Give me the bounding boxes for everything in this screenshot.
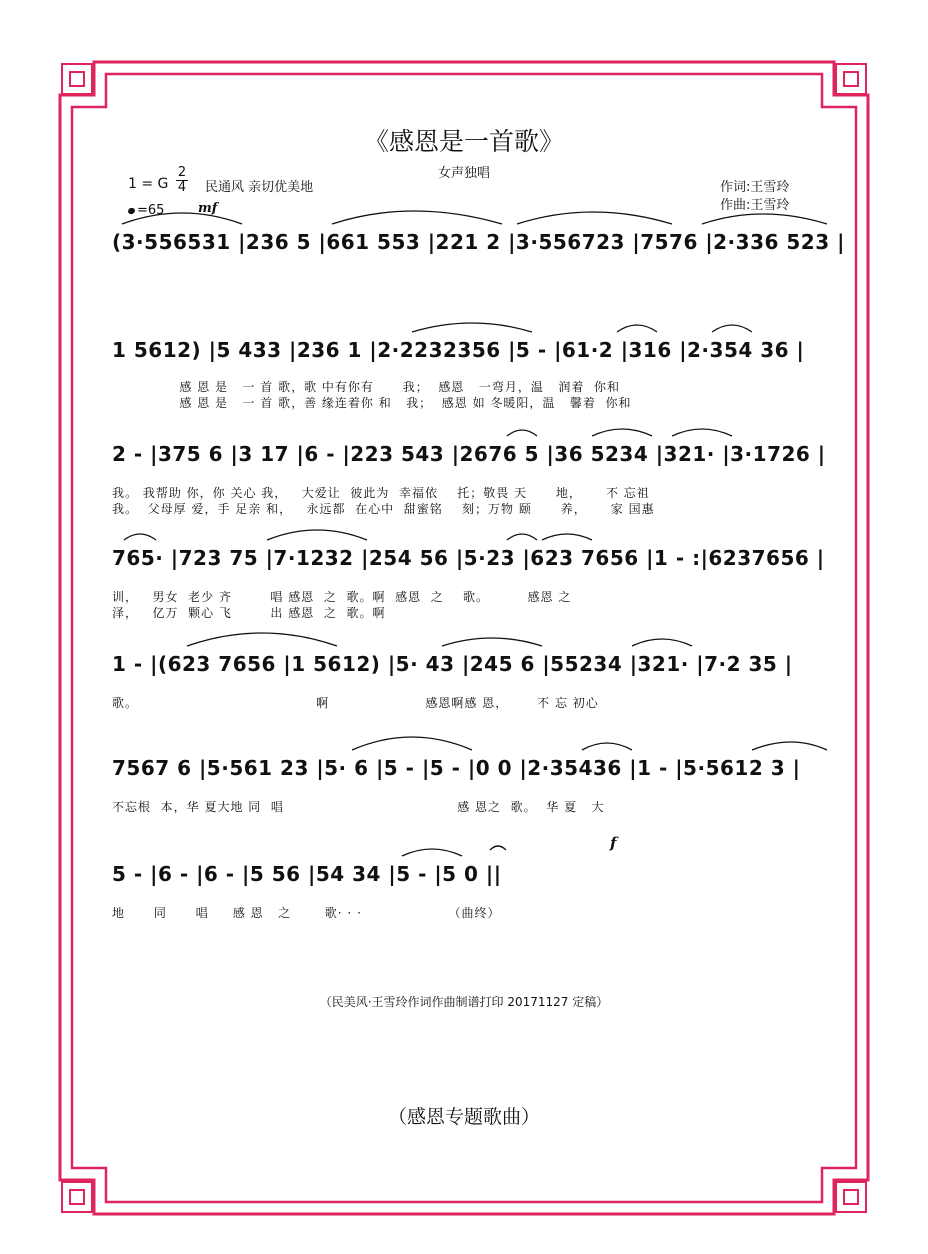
- dynamic-mark-end: f: [610, 834, 617, 852]
- notation-text: 7567 6 |5·561 23 |5· 6 |5 - |5 - |0 0 |2·35436 |1 - |5·5612 3 |: [112, 756, 801, 780]
- song-title: 《感恩是一首歌》: [363, 127, 564, 156]
- lyrics-verse-2: 泽， 亿万 颗心 飞 出 感恩 之 歌。啊: [112, 606, 386, 620]
- lyrics-verse-2: 感 恩 是 一 首 歌，善 缘连着你 和 我； 感恩 如 冬暖阳，温 馨着 你和: [112, 396, 632, 410]
- notation-text: (3·556531 |236 5 |661 553 |221 2 |3·556723 |7576 |2·336 523 |: [112, 230, 845, 254]
- tempo-value: =65: [137, 203, 165, 218]
- lyrics-verse-1: 歌。 啊 感恩啊感 恩， 不 忘 初心: [112, 696, 599, 710]
- score-line-1: [112, 222, 845, 282]
- notation-text: 765· |723 75 |7·1232 |254 56 |5·23 |623 7656 |1 - :|6237656 |: [112, 546, 825, 570]
- notation-text: 5 - |6 - |6 - |5 56 |54 34 |5 - |5 0 ||: [112, 862, 502, 886]
- lyrics-verse-1: 感 恩 是 一 首 歌，歌 中有你有 我； 感恩 一弯月，温 润着 你和: [112, 380, 620, 394]
- style-marking: 民通风 亲切优美地: [205, 180, 314, 195]
- time-signature: [176, 166, 188, 195]
- score-line-6: [112, 748, 832, 818]
- score-line-2: [112, 330, 832, 410]
- score-line-7: [112, 834, 832, 924]
- lyrics-verse-1: 训， 男女 老少 齐 唱 感恩 之 歌。啊 感恩 之 歌。 感恩 之: [112, 590, 572, 604]
- lyrics-verse-1: 不忘根 本，华 夏大地 同 唱 感 恩之 歌。 华 夏 大: [112, 800, 605, 814]
- dynamic-mark-start: mf: [198, 201, 218, 216]
- performance-type: 女声独唱: [437, 166, 490, 181]
- meter-top: 2: [177, 165, 187, 180]
- lyrics-verse-1: 我。 我帮助 你，你 关心 我， 大爱让 彼此为 幸福依 托；敬畏 天 地， 不 忘祖: [112, 486, 650, 500]
- meter-bottom: 4: [177, 180, 187, 195]
- lyricist-credit: 作词:王雪玲: [720, 180, 790, 195]
- lyrics-verse-1: 地 同 唱 感 恩 之 歌· · · （曲终）: [112, 906, 501, 920]
- song-category: （感恩专题歌曲）: [387, 1106, 540, 1128]
- score-line-3: [112, 434, 832, 514]
- print-note: （民美风·王雪玲作词作曲制谱打印 20171127 定稿）: [319, 995, 609, 1009]
- notation-text: 1 - |(623 7656 |1 5612) |5· 43 |245 6 |55234 |321· |7·2 35 |: [112, 652, 793, 676]
- notation-text: 2 - |375 6 |3 17 |6 - |223 543 |2676 5 |36 5234 |321· |3·1726 |: [112, 442, 826, 466]
- notation-text: 1 5612) |5 433 |236 1 |2·2232356 |5 - |61·2 |316 |2·354 36 |: [112, 338, 805, 362]
- score-line-5: [112, 644, 832, 714]
- score-line-4: [112, 538, 832, 618]
- lyrics-verse-2: 我。 父母厚 爱，手 足亲 和， 永远都 在心中 甜蜜铭 刻；万物 颐 养， 家 国惠: [112, 502, 655, 516]
- composer-credit: 作曲:王雪玲: [720, 198, 790, 213]
- key-signature: 1 = G: [128, 176, 169, 192]
